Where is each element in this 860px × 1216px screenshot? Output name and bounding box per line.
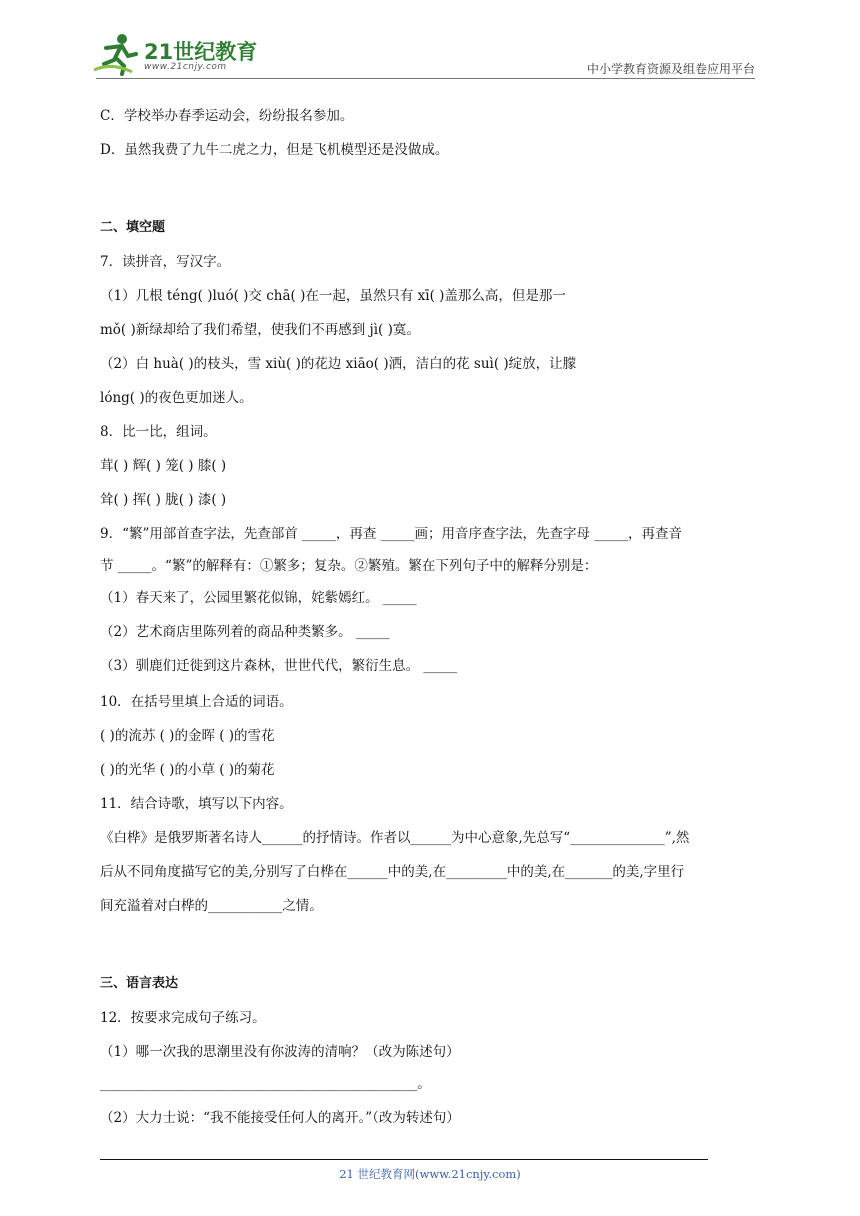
- question-12-part2: （2）大力士说：“我不能接受任何人的离开。”（改为转述句）: [100, 1110, 460, 1126]
- question-9-line2: 节 _____。“繁”的解释有：①繁多；复杂。②繁殖。繁在下列句子中的解释分别是：: [100, 558, 598, 574]
- footer-divider: [100, 1159, 708, 1160]
- option-d: D．虽然我费了九牛二虎之力，但是飞机模型还是没做成。: [100, 142, 449, 158]
- question-10-row2: ( )的光华 ( )的小草 ( )的菊花: [100, 762, 275, 778]
- question-7-part2-line2: lóng( )的夜色更加迷人。: [100, 390, 253, 406]
- question-11-line3: 间充溢着对白桦的___________之情。: [100, 898, 323, 914]
- section-heading-fill-blank: 二、填空题: [100, 220, 166, 235]
- section-heading-expression: 三、语言表达: [100, 976, 179, 991]
- site-logo: [92, 30, 262, 78]
- question-9-line1: 9．“繁”用部首查字法，先查部首 _____，再查 _____画；用音序查字法，先查字母 _____，再查音: [100, 526, 683, 542]
- logo-text: 21世纪教育: [144, 40, 258, 64]
- page-header: [0, 0, 860, 80]
- question-11: 11．结合诗歌，填写以下内容。: [100, 796, 293, 812]
- question-12-part1-answer-blank: _______________________________________________。: [100, 1076, 431, 1092]
- logo-url: www.21cnjy.com: [144, 62, 227, 72]
- question-12-part1: （1）哪一次我的思潮里没有你波涛的清响？（改为陈述句）: [100, 1044, 460, 1060]
- question-9-part3: （3）驯鹿们迁徙到这片森林，世世代代，繁衍生息。 _____: [100, 658, 458, 674]
- question-9-part1: （1）春天来了，公园里繁花似锦，姹紫嫣红。 _____: [100, 590, 417, 606]
- question-10-row1: ( )的流苏 ( )的金晖 ( )的雪花: [100, 728, 275, 744]
- question-12: 12．按要求完成句子练习。: [100, 1010, 266, 1026]
- footer-text: 21 世纪教育网(www.21cnjy.com): [339, 1167, 521, 1181]
- platform-title: 中小学教育资源及组卷应用平台: [586, 62, 755, 76]
- question-8-row1: 茸( ) 辉( ) 笼( ) 膝( ): [100, 458, 227, 474]
- question-7-part1-line2: mǒ( )新绿却给了我们希望，使我们不再感到 jì( )寞。: [100, 322, 420, 338]
- question-7-part1-line1: （1）几根 téng( )luó( )交 chā( )在一起，虽然只有 xī( )盖那么高，但是那一: [100, 288, 566, 304]
- question-10: 10．在括号里填上合适的词语。: [100, 694, 293, 710]
- question-9-part2: （2）艺术商店里陈列着的商品种类繁多。 _____: [100, 624, 390, 640]
- question-8: 8．比一比，组词。: [100, 424, 217, 440]
- question-11-line1: 《白桦》是俄罗斯著名诗人______的抒情诗。作者以______为中心意象,先总写“______________”,然: [100, 830, 690, 846]
- question-7-part2-line1: （2）白 huà( )的枝头，雪 xiù( )的花边 xiāo( )洒，洁白的花 suì( )绽放，让朦: [100, 356, 577, 372]
- runner-logo-icon: [92, 30, 140, 76]
- question-11-line2: 后从不同角度描写它的美,分别写了白桦在______中的美,在_________中的美,在_______的美,字里行: [100, 864, 685, 880]
- option-c: C．学校举办春季运动会，纷纷报名参加。: [100, 108, 354, 124]
- header-divider: [96, 78, 755, 79]
- question-8-row2: 耸( ) 挥( ) 胧( ) 漆( ): [100, 492, 227, 508]
- question-7: 7．读拼音，写汉字。: [100, 254, 231, 270]
